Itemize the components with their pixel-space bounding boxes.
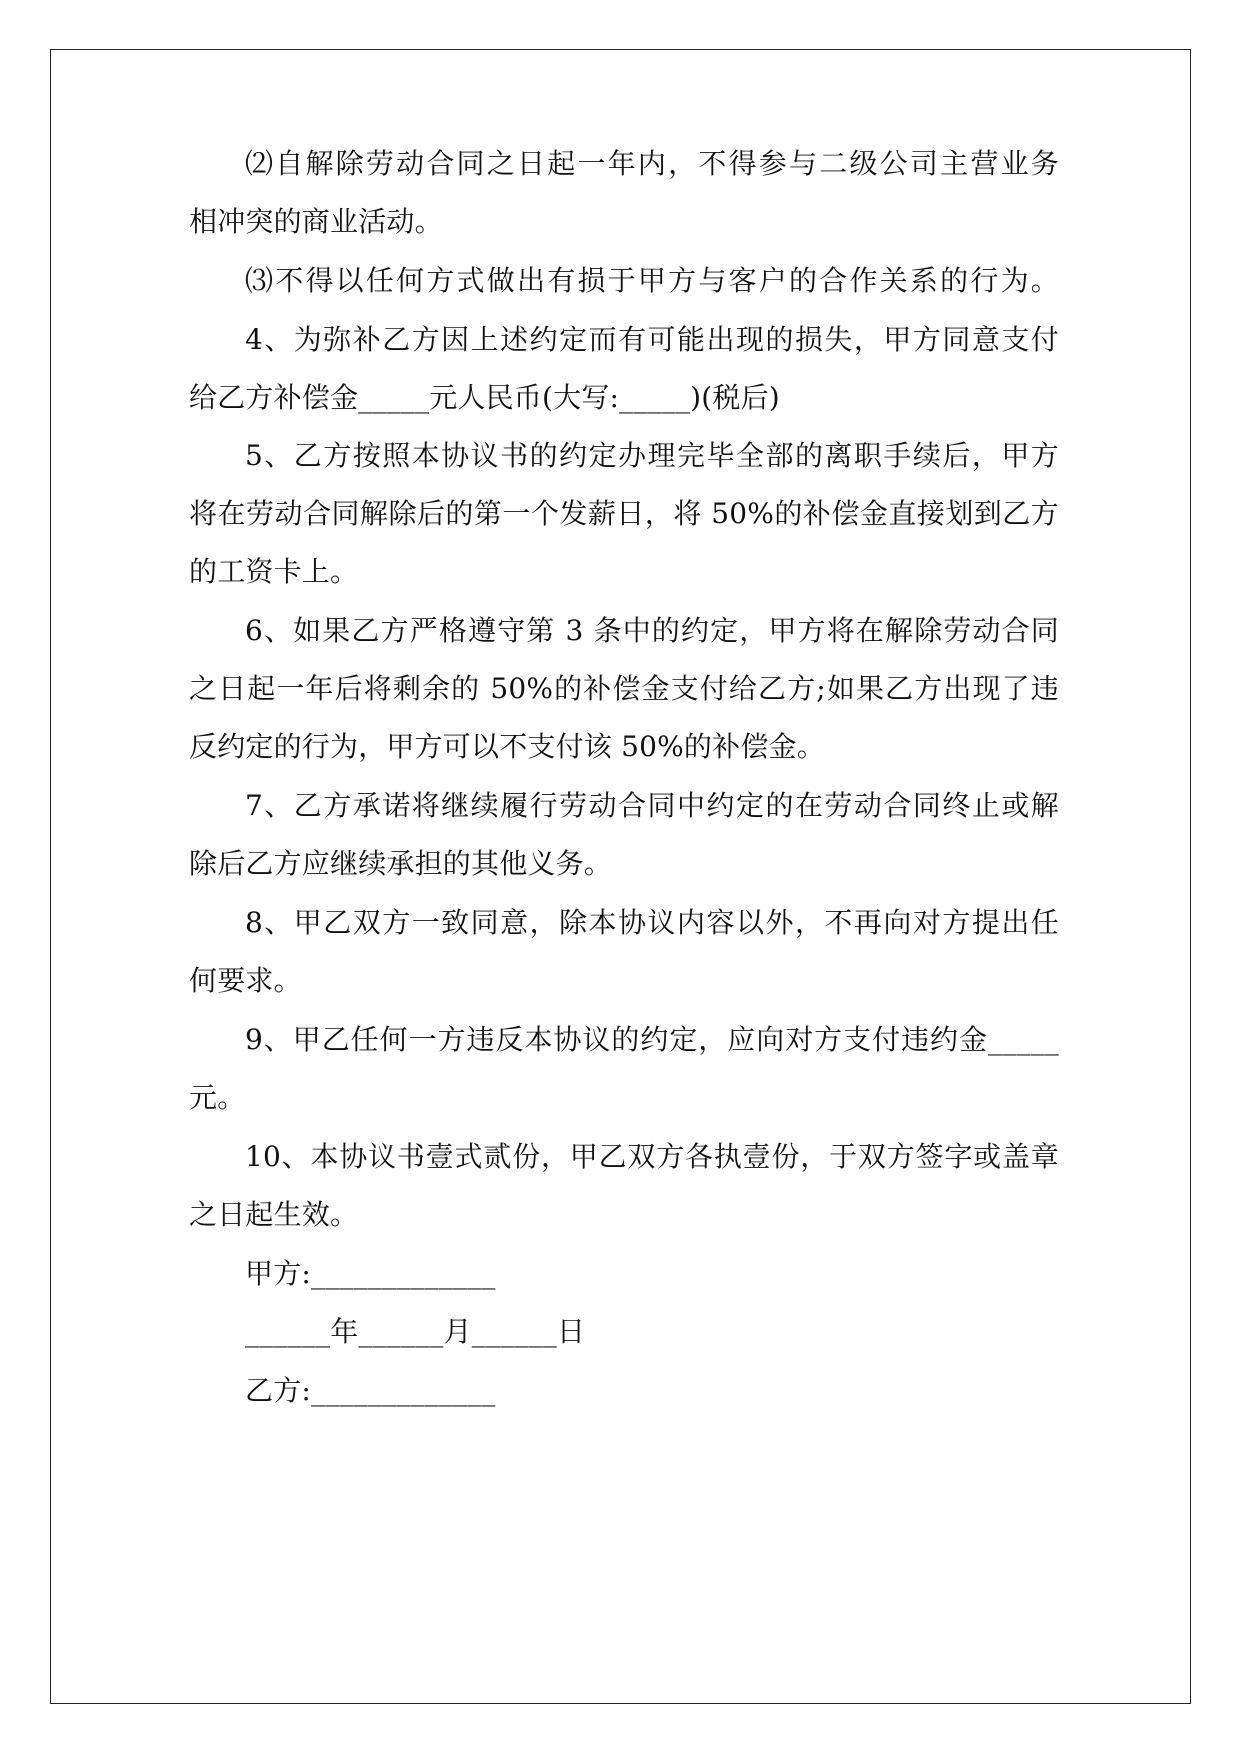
clause-7-line-2: 除后乙方应继续承担的其他义务。 <box>189 847 613 880</box>
clause-2-line-1: ⑵自解除劳动合同之日起一年内，不得参与二级公司主营业务 <box>245 147 1059 180</box>
clause-10-line-2: 之日起生效。 <box>189 1198 359 1231</box>
clause-4-line-1: 4、为弥补乙方因上述约定而有可能出现的损失，甲方同意支付 <box>245 323 1059 356</box>
clause-6-line-3: 反约定的行为，甲方可以不支付该 50%的补偿金。 <box>189 730 825 763</box>
clause-9-line-2: 元。 <box>189 1081 246 1114</box>
clause-5-line-1: 5、乙方按照本协议书的约定办理完毕全部的离职手续后，甲方 <box>245 439 1059 472</box>
clause-7-line-1: 7、乙方承诺将继续履行劳动合同中约定的在劳动合同终止或解 <box>245 789 1059 822</box>
party-a-signature-line: 甲方:_____________ <box>245 1257 496 1290</box>
clause-3-line-1: ⑶不得以任何方式做出有损于甲方与客户的合作关系的行为。 <box>245 264 1059 297</box>
clause-8-line-2: 何要求。 <box>189 964 302 997</box>
party-b-signature-line: 乙方:_____________ <box>245 1374 496 1407</box>
clause-8-line-1: 8、甲乙双方一致同意，除本协议内容以外，不再向对方提出任 <box>245 906 1059 939</box>
clause-9-line-1: 9、甲乙任何一方违反本协议的约定，应向对方支付违约金_____ <box>245 1023 1059 1056</box>
clause-4-line-2: 给乙方补偿金_____元人民币(大写:_____)(税后) <box>189 381 780 414</box>
clause-10-line-1: 10、本协议书壹式贰份，甲乙双方各执壹份，于双方签字或盖章 <box>245 1140 1059 1173</box>
date-line: ______年______月______日 <box>245 1315 586 1348</box>
clause-2-line-2: 相冲突的商业活动。 <box>189 205 443 238</box>
clause-6-line-1: 6、如果乙方严格遵守第 3 条中的约定，甲方将在解除劳动合同 <box>245 614 1059 647</box>
clause-5-line-2: 将在劳动合同解除后的第一个发薪日，将 50%的补偿金直接划到乙方 <box>189 497 1059 530</box>
clause-5-line-3: 的工资卡上。 <box>189 555 359 588</box>
clause-6-line-2: 之日起一年后将剩余的 50%的补偿金支付给乙方;如果乙方出现了违 <box>189 672 1059 705</box>
